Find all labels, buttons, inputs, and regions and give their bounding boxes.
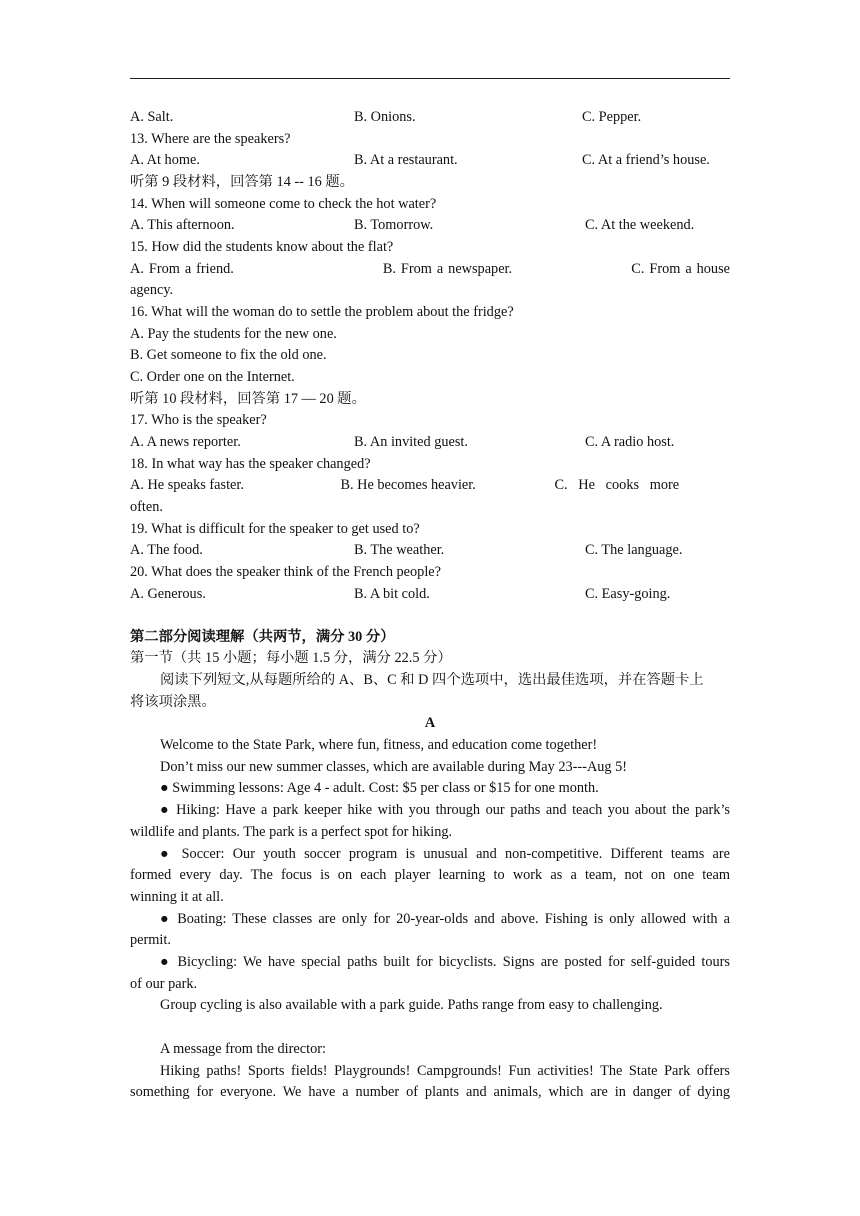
q16-option-b: B. Get someone to fix the old one.	[130, 347, 327, 363]
header-rule	[130, 78, 730, 79]
instructions-line-1: 阅读下列短文,从每题所给的 A、B、C 和 D 四个选项中，选出最佳选项，并在答题卡上	[160, 672, 704, 688]
instructions-line-2: 将该项涂黑。	[130, 694, 216, 710]
passage-classes: Don’t miss our new summer classes, which are available during May 23---Aug 5!	[160, 759, 628, 775]
q17-options	[130, 433, 730, 451]
q20-options	[130, 585, 730, 603]
q20-option-c: C. Easy-going.	[585, 586, 671, 602]
passage-boating-line-2: permit.	[130, 932, 171, 948]
q16-option-a: A. Pay the students for the new one.	[130, 326, 337, 342]
passage-label: A	[424, 715, 436, 731]
q14-option-c: C. At the weekend.	[585, 217, 695, 233]
q20-option-b: B. A bit cold.	[354, 586, 430, 602]
passage-hiking-line-1: ● Hiking: Have a park keeper hike with you through our paths and teach you about the park’s	[160, 802, 730, 818]
passage-group-cycling: Group cycling is also available with a park guide. Paths range from easy to challenging.	[160, 997, 663, 1013]
q13-option-a: A. At home.	[130, 152, 200, 168]
q19-options	[130, 541, 730, 559]
passage-message-line-2: something for everyone. We have a number of plants and animals, which are in danger of dying	[130, 1084, 730, 1100]
q18-options: A. He speaks faster. B. He becomes heavier. C. He cooks more	[130, 477, 680, 493]
q12-option-b: B. Onions.	[354, 109, 416, 125]
q19-option-c: C. The language.	[585, 542, 683, 558]
q19-question: 19. What is difficult for the speaker to get used to?	[130, 521, 420, 537]
passage-soccer-line-1: ● Soccer: Our youth soccer program is unusual and non-competitive. Different teams are	[160, 846, 730, 862]
section1-heading: 第一节（共 15 小题；每小题 1.5 分，满分 22.5 分）	[130, 650, 452, 666]
q13-options	[130, 151, 730, 169]
q15-question: 15. How did the students know about the flat?	[130, 239, 394, 255]
q14-question: 14. When will someone come to check the hot water?	[130, 196, 437, 212]
passage-welcome: Welcome to the State Park, where fun, fitness, and education come together!	[160, 737, 598, 753]
q16-option-c: C. Order one on the Internet.	[130, 369, 295, 385]
passage-swimming: ● Swimming lessons: Age 4 - adult. Cost: $5 per class or $15 for one month.	[160, 780, 599, 796]
q20-option-a: A. Generous.	[130, 586, 206, 602]
q16-question: 16. What will the woman do to settle the problem about the fridge?	[130, 304, 514, 320]
q15-options-continued: agency.	[130, 282, 174, 298]
passage-soccer-line-2: formed every day. The focus is on each player learning to work as a team, not on one team	[130, 867, 730, 883]
q17-question: 17. Who is the speaker?	[130, 412, 267, 428]
passage-soccer-line-3: winning it at all.	[130, 889, 224, 905]
q17-option-c: C. A radio host.	[585, 434, 675, 450]
q12-option-c: C. Pepper.	[582, 109, 642, 125]
q17-option-a: A. A news reporter.	[130, 434, 241, 450]
q18-options-line	[130, 476, 730, 494]
passage-director-heading: A message from the director:	[160, 1041, 326, 1057]
passage-bicycling-line-2: of our park.	[130, 976, 198, 992]
q20-question: 20. What does the speaker think of the French people?	[130, 564, 441, 580]
q19-option-b: B. The weather.	[354, 542, 445, 558]
part2-heading: 第二部分阅读理解（共两节，满分 30 分）	[130, 629, 395, 645]
q13-option-b: B. At a restaurant.	[354, 152, 458, 168]
q18-question: 18. In what way has the speaker changed?	[130, 456, 371, 472]
q15-options-line	[130, 260, 730, 278]
q12-options	[130, 108, 730, 126]
passage-boating-line-1: ● Boating: These classes are only for 20-year-olds and above. Fishing is only allowed with a	[160, 911, 730, 927]
q14-options	[130, 216, 730, 234]
q13-question: 13. Where are the speakers?	[130, 131, 291, 147]
q12-option-a: A. Salt.	[130, 109, 174, 125]
q19-option-a: A. The food.	[130, 542, 203, 558]
passage-hiking-line-2: wildlife and plants. The park is a perfect spot for hiking.	[130, 824, 453, 840]
section10-instruction: 听第 10 段材料，回答第 17 — 20 题。	[130, 391, 366, 407]
q15-options: A. From a friend. B. From a newspaper. C. From a house	[130, 261, 730, 277]
q18-options-continued: often.	[130, 499, 163, 515]
q17-option-b: B. An invited guest.	[354, 434, 468, 450]
q14-option-b: B. Tomorrow.	[354, 217, 434, 233]
q14-option-a: A. This afternoon.	[130, 217, 235, 233]
passage-bicycling-line-1: ● Bicycling: We have special paths built for bicyclists. Signs are posted for self-guided tours	[160, 954, 730, 970]
q13-option-c: C. At a friend’s house.	[582, 152, 710, 168]
section9-instruction: 听第 9 段材料，回答第 14 -- 16 题。	[130, 174, 354, 190]
passage-message-line-1: Hiking paths! Sports fields! Playgrounds! Campgrounds! Fun activities! The State Park offers	[160, 1063, 730, 1079]
